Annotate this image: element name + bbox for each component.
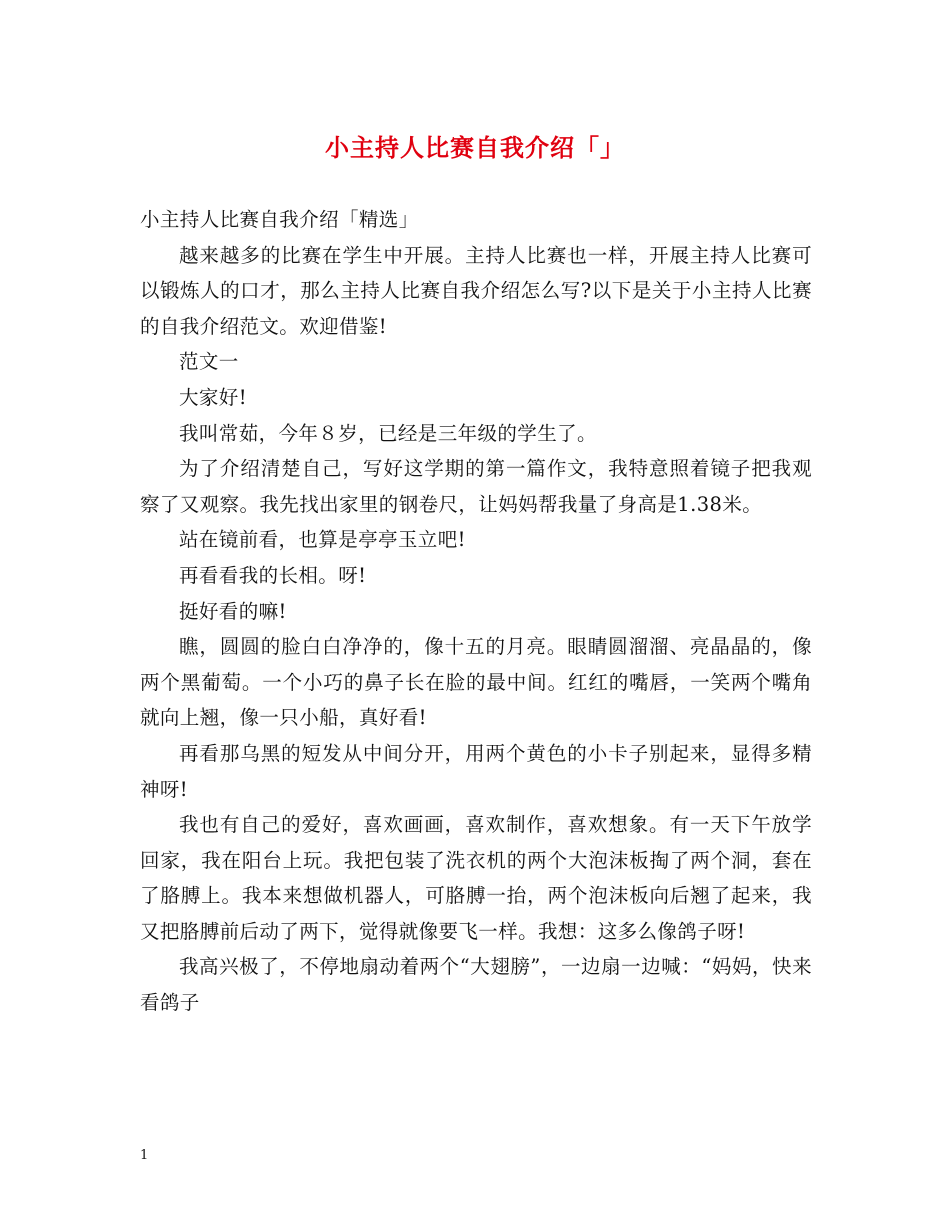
- paragraph: 挺好看的嘛!: [179, 599, 287, 623]
- paragraph: 我高兴极了，不停地扇动着两个“大翅膀”，一边扇一边喊：“妈妈，快来看鸽子: [140, 955, 812, 1015]
- paragraph: 越来越多的比赛在学生中开展。主持人比赛也一样，开展主持人比赛可以锻炼人的口才，那么主持人比赛自我介绍怎么写?以下是关于小主持人比赛的自我介绍范文。欢迎借鉴!: [140, 243, 812, 338]
- paragraph: 范文一: [179, 350, 239, 374]
- paragraph: 再看看我的长相。呀!: [179, 563, 367, 587]
- paragraph: 站在镜前看，也算是亭亭玉立吧!: [179, 528, 466, 552]
- document-subtitle: 小主持人比赛自我介绍「精选」: [140, 208, 419, 231]
- paragraph: 我也有自己的爱好，喜欢画画，喜欢制作，喜欢想象。有一天下午放学回家，我在阳台上玩。我把包装了洗衣机的两个大泡沫板掏了两个洞，套在了胳膊上。我本来想做机器人，可胳膊一抬，两个泡沫板向后翘了起来，我又把胳膊前后动了两下，觉得就像要飞一样。我想：这多么像鸽子呀!: [140, 813, 812, 943]
- paragraph: 大家好!: [179, 385, 247, 409]
- paragraph: 瞧，圆圆的脸白白净净的，像十五的月亮。眼睛圆溜溜、亮晶晶的，像两个黑葡萄。一个小巧的鼻子长在脸的最中间。红红的嘴唇，一笑两个嘴角就向上翘，像一只小船，真好看!: [140, 635, 812, 730]
- page-number: 1: [140, 1148, 149, 1163]
- document-title: 小主持人比赛自我介绍「」: [325, 133, 625, 162]
- paragraph: 我叫常茹，今年８岁，已经是三年级的学生了。: [179, 421, 597, 445]
- document-body: [140, 202, 812, 1021]
- paragraph: 为了介绍清楚自己，写好这学期的第一篇作文，我特意照着镜子把我观察了又观察。我先找出家里的钢卷尺，让妈妈帮我量了身高是1.38米。: [140, 457, 812, 516]
- paragraph: 再看那乌黑的短发从中间分开，用两个黄色的小卡子别起来，显得多精神呀!: [140, 741, 812, 801]
